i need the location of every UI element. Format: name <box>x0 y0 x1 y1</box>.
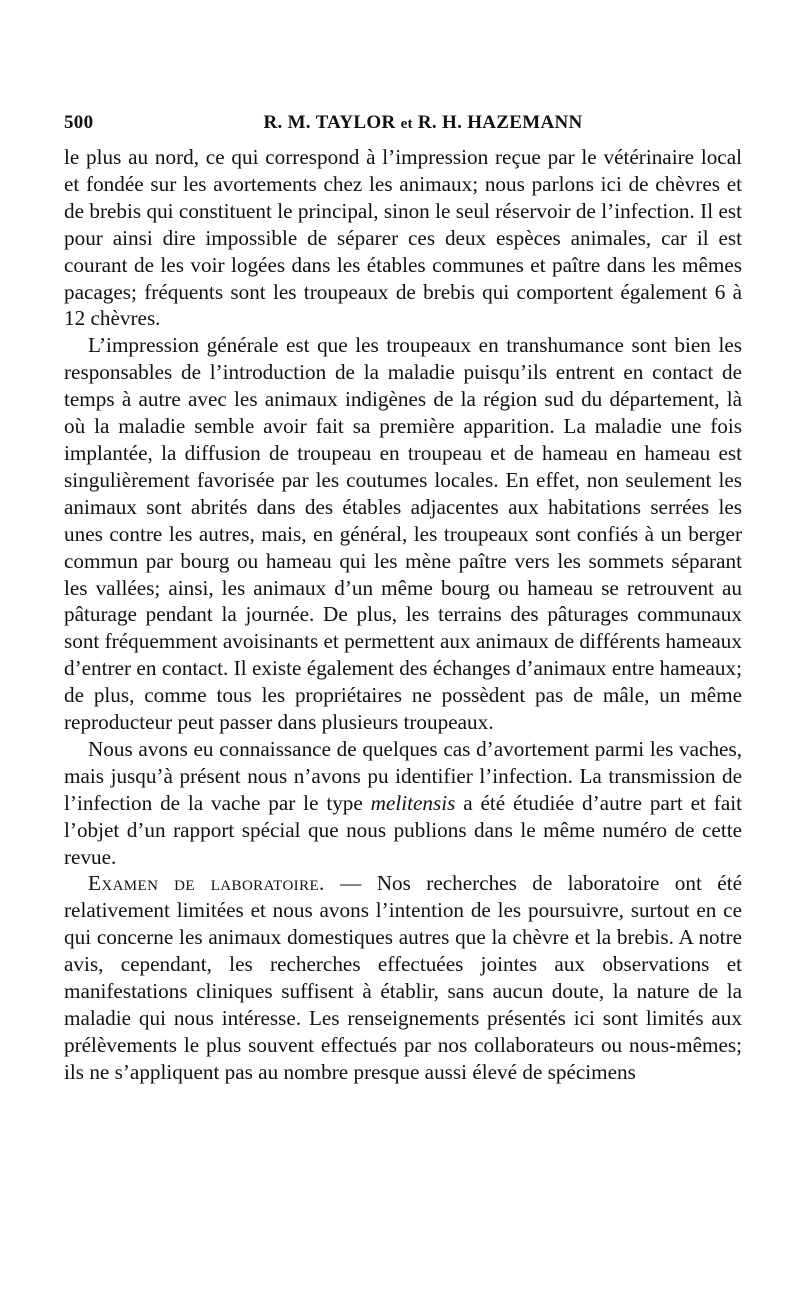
paragraph-cattle-text-start: Nous avons eu connaissance de quelques cas d’avortement parmi les vaches, mais jusqu’à présent nous n’avons pu identifier l’infection. La transmission de l’infection de la vache par le type <box>64 736 742 815</box>
section-heading-laboratory: Examen de laboratoire. <box>88 871 325 896</box>
author-first: R. M. TAYLOR <box>263 112 396 133</box>
paragraph-transhumance: L’impression générale est que les troupeaux en transhumance sont bien les responsables de l’introduction de la maladie puisqu’ils entrent en contact de temps à autre avec les animaux indigènes de la région sud du département, là où la maladie semble avoir fait sa première apparition. La maladie une fois implantée, la diffusion de troupeau en troupeau et de hameau en hameau est singulièrement favorisée par les coutumes locales. En effet, non seulement les animaux sont abrités dans des étables adjacentes aux habitations serrées les unes contre les autres, mais, en général, les troupeaux sont confiés à un berger commun par bourg ou hameau qui les mène paître vers les sommets séparant les vallées; ainsi, les animaux d’un même bourg ou hameau se retrouvent au pâturage pendant la journée. De plus, les terrains des pâturages communaux sont fréquemment avoisinants et permettent aux animaux de différents hameaux d’entrer en contact. Il existe également des échanges d’animaux entre hameaux; de plus, comme tous les propriétaires ne possèdent pas de mâle, un même reproducteur peut passer dans plusieurs troupeaux. <box>64 333 742 735</box>
paragraph-cattle-abortion <box>64 736 742 871</box>
journal-page <box>64 112 742 1086</box>
page-number: 500 <box>64 112 94 133</box>
species-name-italic: melitensis <box>370 790 456 815</box>
paragraph-continuation: le plus au nord, ce qui correspond à l’impression reçue par le vétérinaire local et fondée sur les avortements chez les animaux; nous parlons ici de chèvres et de brebis qui constituent le principal, sinon le seul réservoir de l’infection. Il est pour ainsi dire impossible de séparer ces deux espèces animales, car il est courant de les voir logées dans les étables communes et paître dans les mêmes pacages; fréquents sont les troupeaux de brebis qui comportent également 6 à 12 chèvres. <box>64 145 742 331</box>
author-conjunction: et <box>400 116 413 132</box>
author-second: R. H. HAZEMANN <box>417 112 583 133</box>
running-title-authors <box>64 112 742 134</box>
paragraph-laboratory-exam <box>64 870 742 1085</box>
paragraph-laboratory-text: — Nos recherches de laboratoire ont été relativement limitées et nous avons l’intention de les poursuivre, surtout en ce qui concerne les animaux domestiques autres que la chèvre et la brebis. A notre avis, cependant, les recherches effectuées jointes aux observations et manifestations cliniques suffisent à établir, sans aucun doute, la nature de la maladie qui nous intéresse. Les renseignements présentés ici sont limités aux prélèvements le plus souvent effectués par nos collaborateurs ou nous-mêmes; ils ne s’appliquent pas au nombre presque aussi élevé de spécimens <box>64 871 742 1084</box>
article-body <box>64 144 742 1086</box>
paragraph-cattle-text-end: a été étudiée d’autre part et fait l’objet d’un rapport spécial que nous publions dans le même numéro de cette revue. <box>64 790 742 869</box>
running-head <box>64 112 742 142</box>
